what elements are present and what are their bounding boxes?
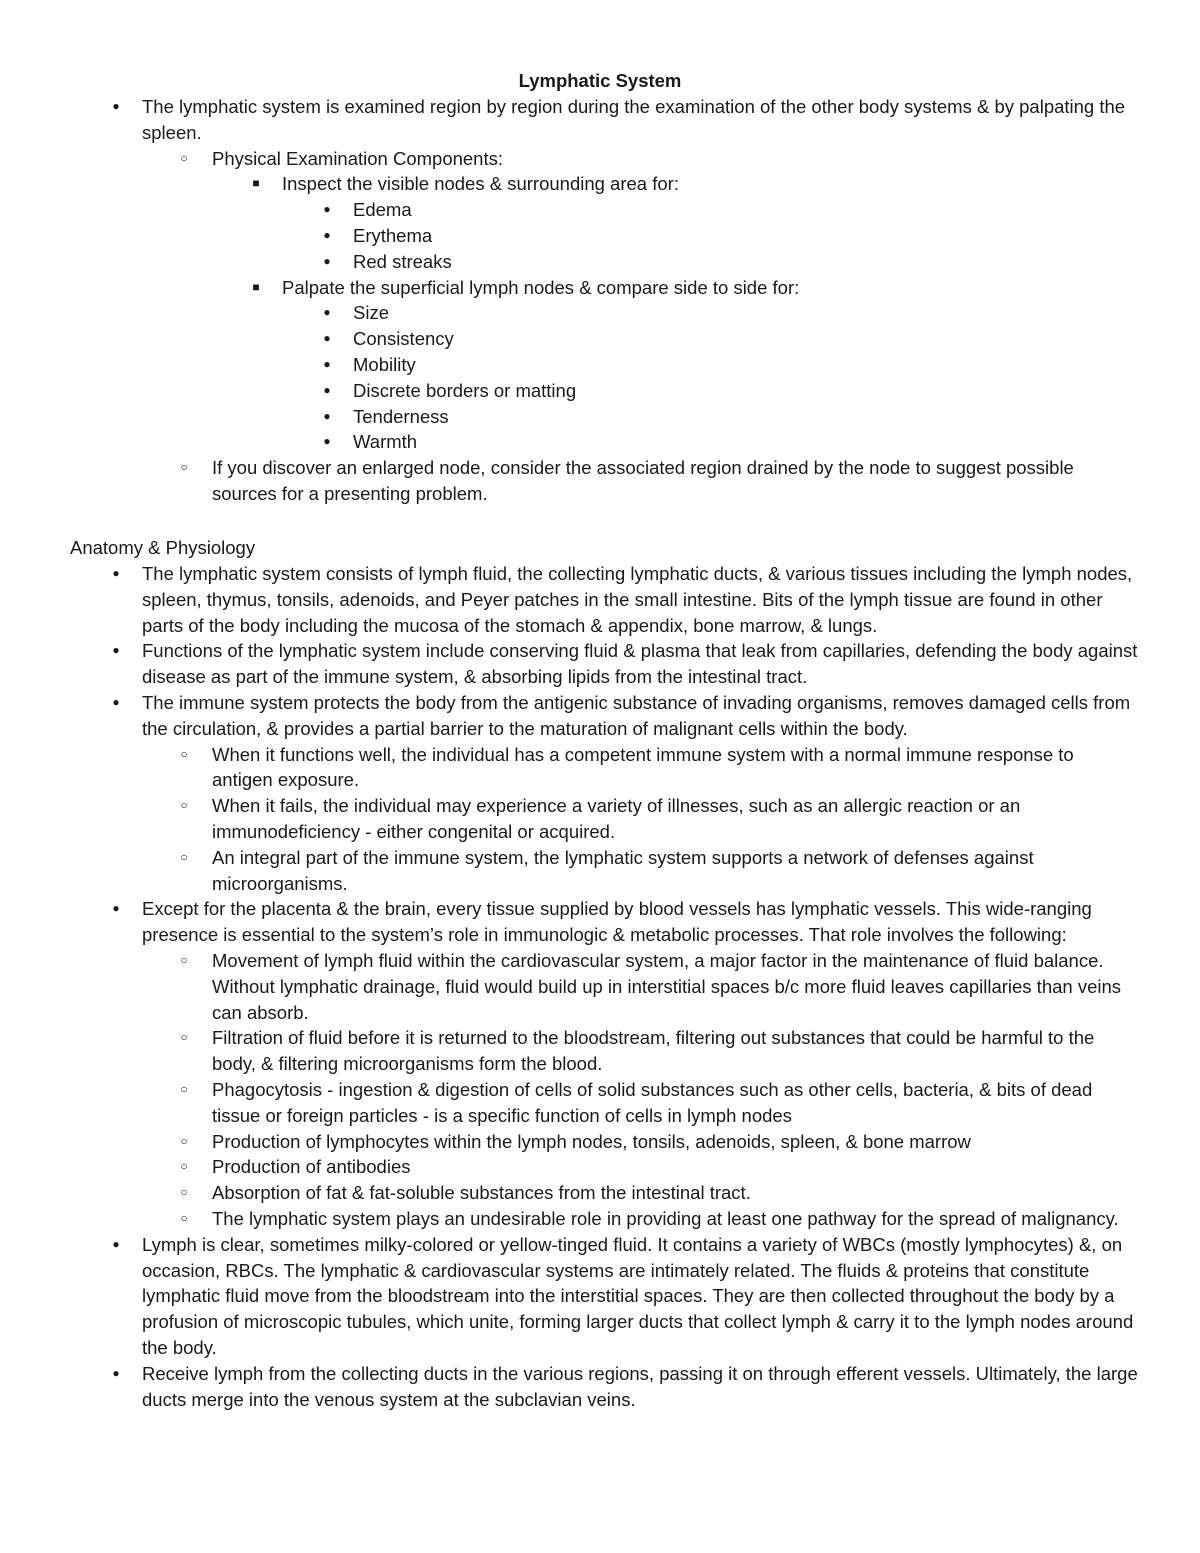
list-item-text: Except for the placenta & the brain, every tissue supplied by blood vessels has lymphatic vessels. This wide-ranging presence is essential to the system’s role in immunologic & metabolic processes. That role involves the following: bbox=[142, 898, 1092, 946]
list-item-text: The lymphatic system consists of lymph fluid, the collecting lymphatic ducts, & various tissues including the lymph nodes, spleen, thymus, tonsils, adenoids, and Peyer patches in the small intestine. Bits of the lymph tissue are found in other parts of the body including the mucosa of the stomach & appendix, bone marrow, & lungs. bbox=[142, 563, 1133, 636]
list-item-text: Phagocytosis - ingestion & digestion of cells of solid substances such as other cells, bacteria, & bits of dead tissue or foreign particles - is a specific function of cells in lymph nodes bbox=[212, 1078, 1093, 1126]
list-item-text: Production of lymphocytes within the lymph nodes, tonsils, adenoids, spleen, & bone marrow bbox=[212, 1130, 971, 1152]
list-item-text: The lymphatic system is examined region by region during the examination of the other body systems & by palpating the spleen. bbox=[142, 96, 1126, 143]
list-item bbox=[0, 404, 1200, 430]
bullet-icon: ● bbox=[112, 694, 120, 709]
bullet-icon: ○ bbox=[180, 1133, 188, 1148]
bullet-icon: ● bbox=[323, 356, 331, 371]
list-item-text: Size bbox=[353, 302, 389, 324]
list-item bbox=[0, 1361, 1200, 1413]
bullet-icon: ● bbox=[323, 434, 331, 449]
list-item-text: Filtration of fluid before it is returned to the bloodstream, filtering out substances that could be harmful to the body, & filtering microorganisms form the blood. bbox=[212, 1027, 1095, 1075]
bullet-icon: ● bbox=[323, 408, 331, 423]
list-item-text: Receive lymph from the collecting ducts in the various regions, passing it on through efferent vessels. Ultimately, the large ducts merge into the venous system at the subclavian veins. bbox=[142, 1362, 1138, 1410]
list-item bbox=[0, 326, 1200, 352]
list-item-text: Inspect the visible nodes & surrounding area for: bbox=[282, 173, 679, 195]
list-item bbox=[0, 896, 1200, 948]
list-item-text: Red streaks bbox=[353, 250, 452, 272]
list-item bbox=[0, 1129, 1200, 1155]
bullet-icon: ● bbox=[112, 901, 120, 916]
bullet-icon: ● bbox=[112, 643, 120, 658]
bullet-icon: ○ bbox=[180, 1210, 188, 1225]
list-item bbox=[0, 1232, 1200, 1361]
bullet-icon: ○ bbox=[180, 460, 188, 475]
list-item-text: If you discover an enlarged node, consider the associated region drained by the node to suggest possible sources for a presenting problem. bbox=[212, 457, 1074, 504]
list-item bbox=[0, 690, 1200, 742]
list-item bbox=[0, 948, 1200, 1025]
list-item bbox=[0, 455, 1200, 507]
list-item-text: Discrete borders or matting bbox=[353, 379, 577, 401]
bullet-icon: ● bbox=[112, 99, 120, 113]
bullet-icon: ○ bbox=[180, 798, 188, 813]
bullet-icon: ● bbox=[323, 253, 331, 268]
list-item bbox=[0, 742, 1200, 794]
list-item-text: Mobility bbox=[353, 353, 416, 375]
examination-list bbox=[0, 94, 1200, 507]
bullet-icon: ● bbox=[112, 1365, 120, 1380]
list-item bbox=[0, 638, 1200, 690]
list-item bbox=[0, 1180, 1200, 1206]
list-item bbox=[0, 352, 1200, 378]
bullet-icon: ● bbox=[112, 566, 120, 580]
list-item bbox=[0, 1025, 1200, 1077]
list-item-text: Warmth bbox=[353, 431, 418, 453]
list-item bbox=[0, 793, 1200, 845]
list-item bbox=[0, 1077, 1200, 1129]
list-item-text: An integral part of the immune system, the lymphatic system supports a network of defenses against microorganisms. bbox=[212, 846, 1034, 894]
list-item bbox=[0, 171, 1200, 197]
list-item bbox=[0, 845, 1200, 897]
list-item-text: Production of antibodies bbox=[212, 1156, 411, 1178]
bullet-icon: ○ bbox=[180, 849, 188, 864]
list-item bbox=[0, 1154, 1200, 1180]
list-item-text: Movement of lymph fluid within the cardiovascular system, a major factor in the maintenance of fluid balance. Without lymphatic drainage, fluid would build up in interstitial spaces b/c more fluid leaves capillaries than veins can absorb. bbox=[212, 949, 1122, 1023]
bullet-icon: ○ bbox=[180, 1185, 188, 1200]
list-item-text: Absorption of fat & fat-soluble substances from the intestinal tract. bbox=[212, 1182, 751, 1204]
anatomy-physiology-list bbox=[0, 561, 1200, 1412]
list-item bbox=[0, 249, 1200, 275]
bullet-icon: ● bbox=[323, 227, 331, 242]
bullet-icon: ■ bbox=[252, 176, 260, 191]
list-item bbox=[0, 378, 1200, 404]
bullet-icon: ● bbox=[323, 382, 331, 397]
list-item bbox=[0, 1206, 1200, 1232]
list-item bbox=[0, 223, 1200, 249]
bullet-icon: ○ bbox=[180, 746, 188, 761]
list-item-text: Physical Examination Components: bbox=[212, 147, 504, 169]
bullet-icon: ● bbox=[323, 202, 331, 217]
bullet-icon: ■ bbox=[252, 279, 260, 294]
bullet-icon: ○ bbox=[180, 1159, 188, 1174]
bullet-icon: ○ bbox=[180, 1081, 188, 1096]
list-item-text: When it functions well, the individual has a competent immune system with a normal immune response to antigen exposure. bbox=[212, 743, 1074, 791]
list-item-text: Edema bbox=[353, 199, 412, 221]
bullet-icon: ○ bbox=[180, 1030, 188, 1045]
list-item-text: The immune system protects the body from the antigenic substance of invading organisms, removes damaged cells from the circulation, & provides a partial barrier to the maturation of malignant cells within the body. bbox=[142, 691, 1131, 739]
bullet-icon: ● bbox=[323, 305, 331, 320]
bullet-icon: ● bbox=[323, 331, 331, 346]
list-item bbox=[0, 94, 1200, 146]
list-item-text: Lymph is clear, sometimes milky-colored or yellow-tinged fluid. It contains a variety of WBCs (mostly lymphocytes) &, on occasion, RBCs. The lymphatic & cardiovascular systems are intimately related. The fluids & proteins that constitute lymphatic fluid move from the bloodstream into the interstitial spaces. They are then collected throughout the body by a profusion of microscopic tubules, which unite, forming larger ducts that collect lymph & carry it to the lymph nodes around the body. bbox=[142, 1233, 1134, 1358]
list-item-text: Functions of the lymphatic system include conserving fluid & plasma that leak from capillaries, defending the body against disease as part of the immune system, & absorbing lipids from the intestinal tract. bbox=[142, 640, 1138, 688]
section-heading-anatomy-physiology: Anatomy & Physiology bbox=[70, 537, 256, 558]
list-item-text: Consistency bbox=[353, 328, 454, 350]
list-item-text: Erythema bbox=[353, 224, 433, 246]
list-item bbox=[0, 275, 1200, 301]
list-item bbox=[0, 146, 1200, 172]
list-item-text: Palpate the superficial lymph nodes & compare side to side for: bbox=[282, 276, 800, 298]
list-item-text: The lymphatic system plays an undesirable role in providing at least one pathway for the spread of malignancy. bbox=[212, 1207, 1119, 1229]
bullet-icon: ● bbox=[112, 1236, 120, 1251]
list-item bbox=[0, 300, 1200, 326]
list-item bbox=[0, 561, 1200, 638]
list-item bbox=[0, 429, 1200, 455]
bullet-icon: ○ bbox=[180, 952, 188, 967]
document-title: Lymphatic System bbox=[518, 70, 682, 91]
list-item-text: When it fails, the individual may experience a variety of illnesses, such as an allergic reaction or an immunodeficiency - either congenital or acquired. bbox=[212, 795, 1021, 842]
list-item-text: Tenderness bbox=[353, 405, 449, 427]
bullet-icon: ○ bbox=[180, 150, 188, 165]
list-item bbox=[0, 197, 1200, 223]
